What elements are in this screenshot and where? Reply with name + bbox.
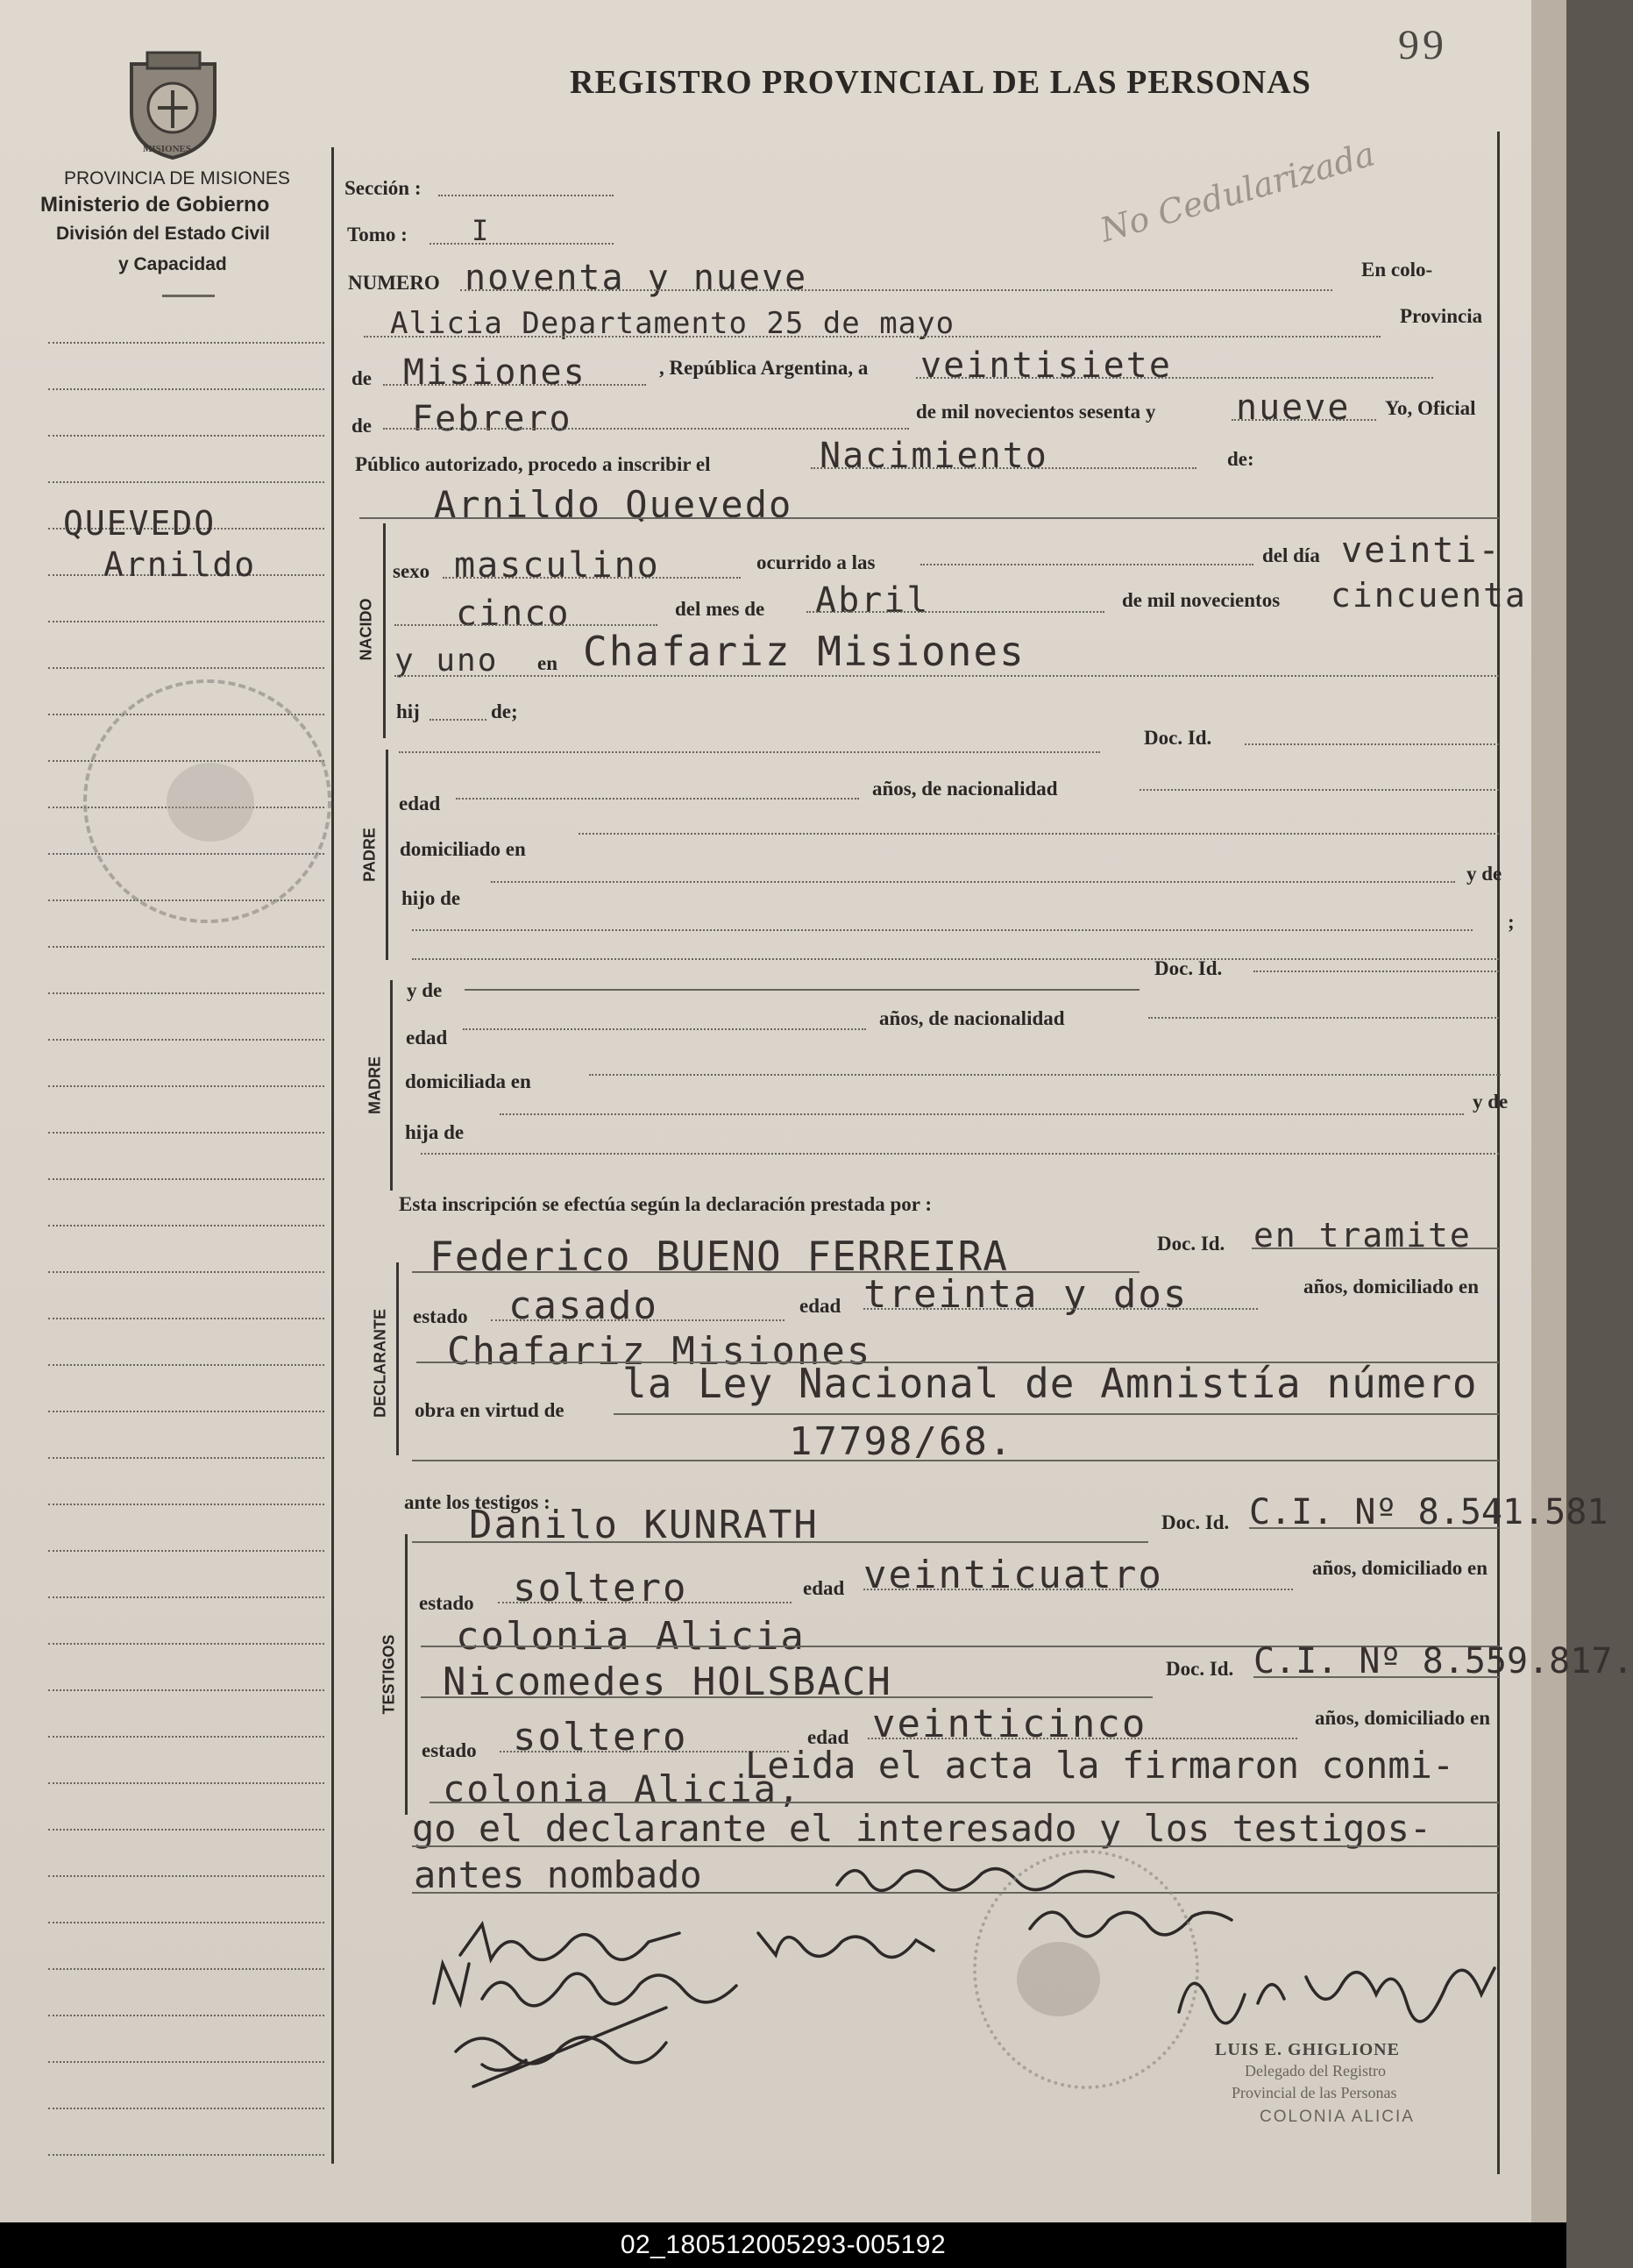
mes-value: Febrero [412, 399, 572, 439]
margin-ruled-line [48, 1643, 324, 1645]
margin-ruled-line [48, 1550, 324, 1552]
margin-seal-inner [167, 763, 254, 842]
del-mes-label: del mes de [675, 598, 765, 620]
obra-label: obra en virtud de [415, 1399, 564, 1421]
margin-ruled-line [48, 621, 324, 622]
provincia-line [383, 384, 646, 386]
testigo1-name-line [412, 1541, 1148, 1543]
yo-oficial-label: Yo, Oficial [1385, 397, 1476, 419]
cierre-rule-2 [412, 1845, 1499, 1847]
barcode-id-footer: 02_180512005293-005192 [0, 2222, 1566, 2268]
margin-ruled-line [48, 1085, 324, 1087]
testigo1-estado-label: estado [419, 1592, 474, 1614]
margin-ruled-line [48, 1596, 324, 1598]
cierre-rule-1 [430, 1802, 1499, 1803]
anio-value: nueve [1236, 387, 1351, 428]
testigo1-estado-line [498, 1602, 792, 1603]
madre-doc-label: Doc. Id. [1154, 957, 1223, 979]
margin-ruled-line [48, 1364, 324, 1366]
madre-nac-line [1148, 1017, 1499, 1019]
margin-ruled-line [48, 1132, 324, 1134]
acto-value: Nacimiento [820, 436, 1048, 476]
de-semi-label: de; [491, 700, 518, 722]
madre-hija-label: hija de [405, 1121, 465, 1143]
hora-line [920, 564, 1253, 565]
declarante-edad-line [863, 1308, 1258, 1310]
declarante-bracket [396, 1262, 399, 1455]
testigo2-doc-line [1253, 1676, 1499, 1678]
declarante-estado-value: casado [508, 1283, 658, 1328]
crest-label: MISIONES [143, 144, 192, 154]
org-province: PROVINCIA DE MISIONES [64, 168, 290, 188]
margin-ruled-line [48, 1968, 324, 1970]
dia-nac-value-2: cinco [456, 594, 571, 634]
margin-surname: QUEVEDO [63, 504, 217, 543]
org-division: División del Estado Civil [56, 224, 270, 244]
padre-hijo-line-2 [412, 929, 1473, 931]
numero-line [460, 289, 1332, 291]
testigo1-doc-value: C.I. Nº 8.541.581 [1249, 1492, 1608, 1532]
anio-nac-value-1: cincuenta [1331, 576, 1527, 615]
margin-ruled-line [48, 2154, 324, 2156]
testigo2-estado-label: estado [422, 1739, 477, 1761]
margin-ruled-line [48, 2061, 324, 2063]
provincia-label: Provincia [1400, 305, 1483, 327]
madre-yde-label: y de [407, 979, 443, 1001]
padre-hijo-label: hijo de [401, 887, 461, 909]
declarante-edad-value: treinta y dos [863, 1272, 1189, 1317]
testigo1-edad-label: edad [803, 1577, 845, 1599]
margin-ruled-line [48, 667, 324, 669]
sexo-line [443, 577, 741, 579]
publico-label: Público autorizado, procedo a inscribir el [355, 453, 711, 475]
dia-nac-line [394, 624, 657, 626]
form-left-border [331, 147, 334, 2164]
official-stamp-center [1017, 1942, 1100, 2016]
lugar-nac-line [394, 675, 1499, 677]
mes-line [383, 428, 909, 430]
nacido-section-label: NACIDO [357, 598, 375, 661]
testigo2-name-value: Nicomedes HOLSBACH [443, 1660, 892, 1704]
madre-edad-line [463, 1028, 866, 1030]
madre-edad-label: edad [406, 1027, 448, 1049]
madre-dom-label: domiciliada en [405, 1070, 531, 1092]
margin-ruled-line [48, 481, 324, 483]
obra-line-1 [614, 1413, 1499, 1415]
official-role-1: Delegado del Registro [1245, 2062, 1386, 2080]
testigo1-doc-label: Doc. Id. [1161, 1511, 1230, 1533]
page-edge [1531, 0, 1566, 2222]
declarante-edad-label: edad [799, 1295, 841, 1317]
cancellation-stamp: No Cedularizada [1096, 134, 1380, 250]
padre-nac-label: años, de nacionalidad [872, 778, 1058, 800]
org-ministry: Ministerio de Gobierno [40, 193, 270, 217]
margin-ruled-line [48, 1457, 324, 1459]
numero-value: noventa y nueve [465, 258, 808, 298]
hij-line [430, 719, 486, 721]
testigo2-dom-value: colonia Alicia, [443, 1767, 802, 1810]
declarante-dom-value: Chafariz Misiones [447, 1329, 872, 1374]
padre-doc-label: Doc. Id. [1144, 727, 1212, 749]
colonia-value: Alicia Departamento 25 de mayo [390, 306, 955, 341]
testigo1-dom-label: años, domiciliado en [1312, 1557, 1488, 1579]
declarante-doc-line [1252, 1248, 1499, 1249]
padre-dom-label: domiciliado en [400, 838, 526, 860]
obra-line-2 [412, 1460, 1499, 1461]
declarante-estado-label: estado [413, 1305, 468, 1327]
testigo2-edad-label: edad [807, 1726, 849, 1748]
madre-end-line [421, 1153, 1499, 1155]
testigo2-doc-value: C.I. Nº 8.559.817. [1253, 1641, 1633, 1681]
mes-nac-line [806, 611, 1104, 613]
padre-doc-line [1245, 743, 1499, 745]
testigo1-edad-value: veinticuatro [863, 1553, 1163, 1597]
de-colon-label: de: [1227, 448, 1254, 470]
anio-nac-value-2: y uno [394, 643, 499, 679]
testigo2-dom-label: años, domiciliado en [1315, 1707, 1491, 1729]
testigo2-edad-line [868, 1738, 1297, 1739]
en-label: en [537, 652, 557, 674]
cierre-line-2: go el declarante el interesado y los testigos- [412, 1807, 1432, 1850]
madre-doc-line [1253, 970, 1499, 972]
margin-ruled-line [48, 1039, 324, 1041]
dia-nac-value-1: veinti- [1341, 530, 1502, 571]
madre-yde2-label: y de [1473, 1091, 1509, 1113]
sexo-value: masculino [454, 545, 660, 586]
padre-yde-label: y de [1466, 863, 1502, 885]
margin-ruled-line [48, 1782, 324, 1784]
declarante-doc-label: Doc. Id. [1157, 1233, 1225, 1255]
margin-ruled-line [48, 435, 324, 437]
margin-ruled-line [48, 1875, 324, 1877]
ocurrido-label: ocurrido a las [756, 551, 876, 573]
dia-value: veintisiete [920, 345, 1172, 386]
hij-label: hij [396, 700, 420, 722]
nombre-line [359, 517, 1499, 519]
nombre-value: Arnildo Quevedo [434, 483, 793, 526]
official-name: LUIS E. GHIGLIONE [1215, 2040, 1400, 2059]
margin-ruled-line [48, 388, 324, 390]
kunrath-signature [447, 1990, 684, 2104]
numero-label: NUMERO [348, 272, 440, 294]
testigo1-edad-line [863, 1589, 1293, 1590]
testigo2-doc-label: Doc. Id. [1166, 1658, 1234, 1680]
org-rule [162, 295, 215, 297]
cierre-line-3: antes nombado [414, 1853, 702, 1896]
padre-edad-label: edad [399, 793, 441, 814]
official-role-2: Provincial de las Personas [1232, 2084, 1397, 2101]
acto-line [811, 467, 1196, 469]
madre-hija-line [500, 1113, 1464, 1115]
margin-ruled-line [48, 1225, 324, 1226]
tomo-label: Tomo : [347, 224, 408, 245]
declarante-section-label: DECLARANTE [371, 1309, 389, 1418]
mil-sesenta-label: de mil novecientos sesenta y [916, 401, 1156, 423]
margin-ruled-line [48, 342, 324, 344]
lugar-nac-value: Chafariz Misiones [583, 628, 1026, 675]
margin-ruled-line [48, 1271, 324, 1273]
colonia-label: En colo- [1361, 259, 1433, 281]
margin-ruled-line [48, 946, 324, 948]
declarant-signature [754, 1916, 938, 1964]
testigo2-name-line [421, 1696, 1153, 1698]
dia-line [916, 377, 1433, 379]
declarante-name-value: Federico BUENO FERREIRA [430, 1233, 1008, 1280]
margin-ruled-line [48, 1736, 324, 1738]
margin-ruled-line [48, 1318, 324, 1319]
nacido-bracket [383, 523, 386, 738]
margin-given-name: Arnildo [103, 545, 257, 584]
page-number: 99 [1398, 22, 1447, 68]
sexo-label: sexo [393, 560, 430, 582]
padre-hijo-line [491, 881, 1455, 883]
testigo1-name-value: Danilo KUNRATH [469, 1503, 819, 1547]
declarante-estado-line [491, 1319, 785, 1321]
madre-section-label: MADRE [366, 1056, 384, 1114]
madre-name-line [465, 989, 1140, 991]
testigo1-doc-line [1249, 1527, 1499, 1529]
testigo2-estado-value: soltero [513, 1715, 688, 1760]
mes-nac-value: Abril [815, 580, 930, 621]
padre-section-label: PADRE [360, 828, 379, 882]
testigo2-edad-value: veinticinco [872, 1702, 1147, 1746]
ante-testigos-label: ante los testigos : [404, 1491, 550, 1513]
mil-nov-label: de mil novecientos [1122, 589, 1281, 611]
padre-name-line [399, 751, 1100, 753]
del-dia-label: del día [1262, 544, 1320, 566]
republica-label: , República Argentina, a [659, 357, 869, 379]
org-capacity: y Capacidad [118, 254, 227, 274]
official-signature [1175, 1942, 1499, 2038]
obra-value-1: la Ley Nacional de Amnistía número [622, 1360, 1478, 1407]
obra-value-2: 17798/68. [789, 1419, 1014, 1464]
padre-edad-line [456, 798, 859, 800]
inscripcion-label: Esta inscripción se efectúa según la declaración prestada por : [399, 1193, 932, 1215]
testigo1-estado-value: soltero [513, 1566, 688, 1610]
margin-ruled-line [48, 2015, 324, 2016]
margin-ruled-line [48, 1504, 324, 1505]
declarante-dom-label: años, domiciliado en [1303, 1276, 1480, 1298]
anio-line [1232, 419, 1376, 421]
margin-ruled-line [48, 1178, 324, 1180]
padre-nac-line [1140, 789, 1499, 791]
margin-ruled-line [48, 1829, 324, 1831]
margin-ruled-line [48, 2108, 324, 2109]
padre-semicolon: ; [1508, 911, 1515, 933]
de-label-1: de [351, 367, 372, 389]
testigos-section-label: TESTIGOS [380, 1634, 398, 1715]
madre-nac-label: años, de nacionalidad [879, 1007, 1065, 1029]
seccion-label: Sección : [344, 177, 422, 199]
colonia-line [364, 336, 1381, 338]
padre-dom-line [579, 833, 1499, 835]
seccion-line [438, 195, 614, 196]
padre-end-line [412, 958, 1499, 960]
tomo-value: I [472, 214, 491, 247]
madre-bracket [390, 980, 393, 1191]
tomo-line [430, 243, 614, 245]
margin-ruled-line [48, 992, 324, 994]
margin-ruled-line [48, 1411, 324, 1412]
cierre-line-1: Leida el acta la firmaron conmi- [745, 1744, 1455, 1787]
testigo1-dom-value: colonia Alicia [456, 1614, 806, 1659]
madre-dom-line [589, 1074, 1501, 1076]
margin-ruled-line [48, 1922, 324, 1923]
official-place: COLONIA ALICIA [1260, 2108, 1415, 2126]
margin-ruled-line [48, 1689, 324, 1691]
padre-bracket [386, 750, 388, 960]
de-label-2: de [351, 415, 372, 437]
testigos-bracket [405, 1534, 408, 1815]
declarante-doc-value: en tramite [1253, 1216, 1472, 1255]
provincia-value: Misiones [403, 352, 586, 393]
document-title: REGISTRO PROVINCIAL DE LAS PERSONAS [570, 64, 1311, 101]
